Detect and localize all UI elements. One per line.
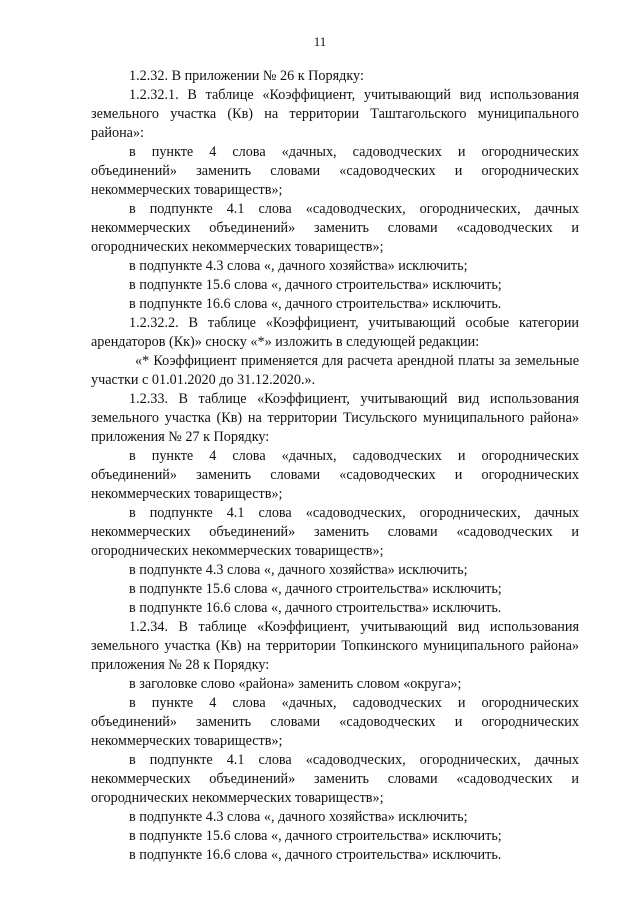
paragraph-item: в подпункте 4.3 слова «, дачного хозяйства» исключить; [129,809,468,825]
paragraph-item: в подпункте 4.1 слова «садоводческих, огороднических, дачных некоммерческих объединений» заменить словами «садоводческих и огороднических некоммерческих товариществ»; [91,752,579,806]
paragraph-item: в подпункте 4.1 слова «садоводческих, огороднических, дачных некоммерческих объединений» заменить словами «садоводческих и огороднических некоммерческих товариществ»; [91,505,579,559]
paragraph-item: в пункте 4 слова «дачных, садоводческих и огороднических объединений» заменить словами «садоводческих и огороднических некоммерческих товариществ»; [91,448,579,502]
paragraph-item: в заголовке слово «района» заменить словом «округа»; [129,676,462,692]
paragraph-item: в подпункте 16.6 слова «, дачного строительства» исключить. [129,847,502,863]
paragraph-1-2-32-2: 1.2.32.2. В таблице «Коэффициент, учитывающий особые категории арендаторов (Кк)» сноску «*» изложить в следующей редакции: [91,315,579,350]
paragraph-item: в подпункте 15.6 слова «, дачного строительства» исключить; [129,277,502,293]
document-body [91,67,579,865]
paragraph-item: в подпункте 15.6 слова «, дачного строительства» исключить; [129,581,502,597]
paragraph-1-2-33: 1.2.33. В таблице «Коэффициент, учитывающий вид использования земельного участка (Кв) на территории Тисульского муниципального района» приложения № 27 к Порядку: [91,391,579,445]
paragraph-footnote: «* Коэффициент применяется для расчета арендной платы за земельные участки с 01.01.2020 до 31.12.2020.». [91,353,579,388]
paragraph-1-2-34: 1.2.34. В таблице «Коэффициент, учитывающий вид использования земельного участка (Кв) на территории Топкинского муниципального района» приложения № 28 к Порядку: [91,619,579,673]
paragraph-item: в подпункте 4.3 слова «, дачного хозяйства» исключить; [129,258,468,274]
paragraph-item: в подпункте 4.1 слова «садоводческих, огороднических, дачных некоммерческих объединений» заменить словами «садоводческих и огороднических некоммерческих товариществ»; [91,201,579,255]
paragraph-item: в подпункте 16.6 слова «, дачного строительства» исключить. [129,600,502,616]
paragraph-item: в подпункте 15.6 слова «, дачного строительства» исключить; [129,828,502,844]
page-number: 11 [313,34,327,49]
paragraph-item: в подпункте 16.6 слова «, дачного строительства» исключить. [129,296,502,312]
paragraph-1-2-32: 1.2.32. В приложении № 26 к Порядку: [129,68,364,84]
paragraph-item: в пункте 4 слова «дачных, садоводческих и огороднических объединений» заменить словами «садоводческих и огороднических некоммерческих товариществ»; [91,695,579,749]
paragraph-item: в подпункте 4.3 слова «, дачного хозяйства» исключить; [129,562,468,578]
paragraph-item: в пункте 4 слова «дачных, садоводческих и огороднических объединений» заменить словами «садоводческих и огороднических некоммерческих товариществ»; [91,144,579,198]
paragraph-1-2-32-1: 1.2.32.1. В таблице «Коэффициент, учитывающий вид использования земельного участка (Кв) на территории Таштагольского муниципального района»: [91,87,579,141]
